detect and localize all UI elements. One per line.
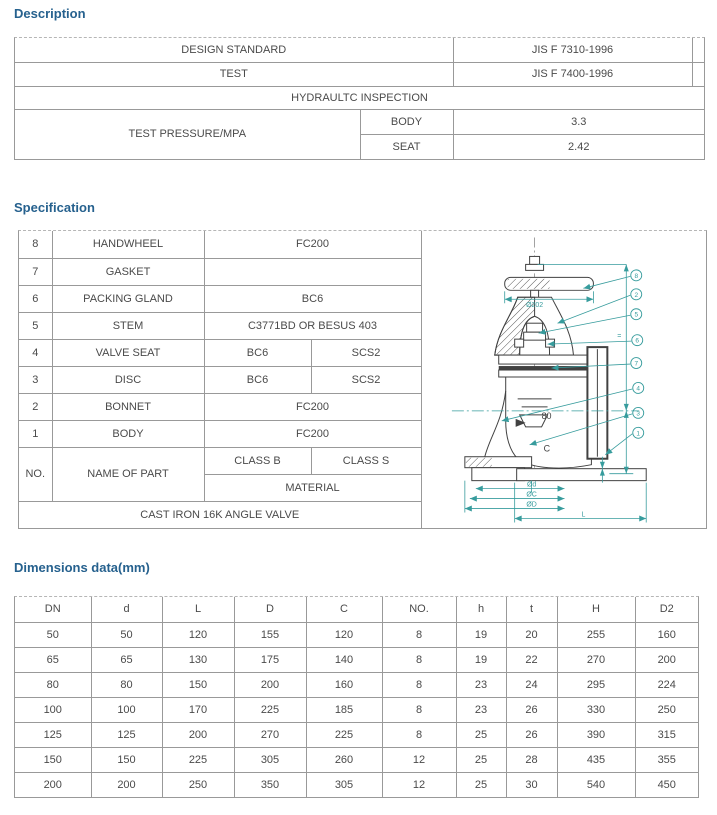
seat-label: SEAT [360, 134, 453, 159]
part-no: 3 [19, 366, 52, 393]
cell: 150 [15, 747, 91, 772]
part-name: PACKING GLAND [52, 285, 204, 312]
cell: 65 [91, 647, 162, 672]
material-label: MATERIAL [204, 474, 421, 501]
dimensions-body [15, 622, 698, 797]
cell: 8 [382, 647, 456, 672]
column-header: D [234, 597, 306, 622]
cell: 305 [306, 772, 382, 797]
cell: 225 [234, 697, 306, 722]
cell: 8 [382, 622, 456, 647]
table-row [15, 86, 704, 109]
table-row [15, 747, 698, 772]
cell: 250 [162, 772, 234, 797]
part-name: DISC [52, 366, 204, 393]
cell: 22 [506, 647, 557, 672]
cell: 25 [456, 722, 506, 747]
cell: 24 [506, 672, 557, 697]
cell: 26 [506, 722, 557, 747]
cell: 80 [15, 672, 91, 697]
cell: 50 [91, 622, 162, 647]
cell: 295 [557, 672, 635, 697]
callout-5: 5 [633, 311, 638, 319]
table-row [15, 697, 698, 722]
part-material: FC200 [204, 231, 421, 258]
part-no: 2 [19, 393, 52, 420]
table-row [15, 772, 698, 797]
column-header: L [162, 597, 234, 622]
cell: 330 [557, 697, 635, 722]
handwheel-dim-label: Ø202 [525, 302, 543, 310]
cell: 150 [162, 672, 234, 697]
table-row [19, 231, 706, 258]
cell: 19 [456, 622, 506, 647]
cell: 200 [15, 772, 91, 797]
part-material-class-s: SCS2 [311, 366, 421, 393]
cell: 155 [234, 622, 306, 647]
callout-6: 6 [634, 337, 639, 345]
table-row [15, 109, 704, 134]
specification-table [18, 230, 707, 529]
class-b-label: CLASS B [204, 447, 311, 474]
cell: 160 [635, 622, 698, 647]
product-title: CAST IRON 16K ANGLE VALVE [140, 508, 300, 521]
cell: 270 [557, 647, 635, 672]
seat-pressure-value: 2.42 [568, 140, 590, 153]
cell: 350 [234, 772, 306, 797]
cell: 185 [306, 697, 382, 722]
empty-cell [692, 38, 704, 62]
no-column-label: NO. [19, 447, 52, 501]
cell: 30 [506, 772, 557, 797]
packing-gland [526, 323, 542, 332]
callout-numbers [634, 273, 640, 437]
cell: 225 [306, 722, 382, 747]
cell: 260 [306, 747, 382, 772]
cell: 225 [162, 747, 234, 772]
cell: 25 [456, 747, 506, 772]
part-name: HANDWHEEL [52, 231, 204, 258]
part-name: BONNET [52, 393, 204, 420]
dimensions-table-grid [15, 597, 698, 797]
table-row [15, 38, 704, 62]
body-pressure-value: 3.3 [453, 109, 704, 134]
cell: 435 [557, 747, 635, 772]
equals-mark: = [616, 333, 621, 341]
column-header: NO. [382, 597, 456, 622]
cell: 12 [382, 772, 456, 797]
cell: 315 [635, 722, 698, 747]
cell: 100 [91, 697, 162, 722]
cell: 200 [635, 647, 698, 672]
part-material: FC200 [204, 393, 421, 420]
design-standard-label: DESIGN STANDARD [15, 38, 453, 62]
callout-3: 3 [635, 410, 640, 418]
cell: 8 [382, 697, 456, 722]
cell: 305 [234, 747, 306, 772]
description-table [14, 37, 705, 160]
column-header: C [306, 597, 382, 622]
dim-d-label: Ød [526, 481, 536, 489]
cell: 125 [15, 722, 91, 747]
callout-8: 8 [633, 272, 638, 280]
part-material: BC6 [204, 285, 421, 312]
test-value: JIS F 7400-1996 [453, 62, 692, 86]
dimensions-table [14, 596, 699, 798]
cell: 130 [162, 647, 234, 672]
cell: 160 [306, 672, 382, 697]
bore-label: 80 [541, 410, 552, 421]
cell: 125 [91, 722, 162, 747]
cell: 175 [234, 647, 306, 672]
cell: 8 [382, 722, 456, 747]
part-name: GASKET [52, 258, 204, 285]
specification-heading: Specification [14, 200, 95, 215]
table-row [15, 62, 704, 86]
table-row [15, 622, 698, 647]
specification-table-grid [19, 231, 706, 528]
cell: 200 [234, 672, 306, 697]
cell: 390 [557, 722, 635, 747]
name-of-part-label: NAME OF PART [52, 447, 204, 501]
callout-7: 7 [633, 360, 638, 368]
cell: 26 [506, 697, 557, 722]
table-row [15, 672, 698, 697]
column-header: d [91, 597, 162, 622]
cell: 100 [15, 697, 91, 722]
column-header: t [506, 597, 557, 622]
cell: 80 [91, 672, 162, 697]
cell: 25 [456, 772, 506, 797]
cell: 28 [506, 747, 557, 772]
cell: 120 [162, 622, 234, 647]
part-no: 8 [19, 231, 52, 258]
cell: 270 [234, 722, 306, 747]
valve-technical-drawing [421, 231, 706, 528]
valve-body-lines [464, 256, 645, 480]
test-pressure-label: TEST PRESSURE/MPA [15, 109, 360, 159]
callout-2: 2 [633, 291, 638, 299]
cell: 355 [635, 747, 698, 772]
cell: 540 [557, 772, 635, 797]
description-heading: Description [14, 6, 86, 21]
cell: 140 [306, 647, 382, 672]
cell: 19 [456, 647, 506, 672]
part-name: BODY [52, 420, 204, 447]
c-mark-label: C [543, 443, 550, 454]
dimensions-heading: Dimensions data(mm) [14, 560, 150, 575]
dim-L-label: L [580, 511, 585, 519]
part-no: 7 [19, 258, 52, 285]
test-label: TEST [15, 62, 453, 86]
column-header: H [557, 597, 635, 622]
empty-cell [692, 62, 704, 86]
description-table-grid [15, 38, 704, 159]
cell: 450 [657, 778, 676, 791]
column-header: D2 [635, 597, 698, 622]
cell: 65 [15, 647, 91, 672]
cell: 20 [506, 622, 557, 647]
part-name: VALVE SEAT [52, 339, 204, 366]
column-header: DN [15, 597, 91, 622]
design-standard-value: JIS F 7310-1996 [453, 38, 692, 62]
part-material [204, 258, 421, 285]
table-row [15, 722, 698, 747]
cell: 170 [162, 697, 234, 722]
part-no: 4 [19, 339, 52, 366]
body-label: BODY [360, 109, 453, 134]
dimensions-header-row [15, 597, 698, 622]
cell: 224 [635, 672, 698, 697]
table-row [15, 647, 698, 672]
part-material-class-s: SCS2 [311, 339, 421, 366]
part-no: 5 [19, 312, 52, 339]
cell: 23 [456, 697, 506, 722]
cell: 255 [557, 622, 635, 647]
cell: 120 [306, 622, 382, 647]
part-no: 6 [19, 285, 52, 312]
part-material-class-b: BC6 [204, 366, 311, 393]
dim-c-label: ØC [525, 491, 537, 499]
cell: 250 [635, 697, 698, 722]
cell: 12 [382, 747, 456, 772]
cell: 8 [382, 672, 456, 697]
cell: 200 [91, 772, 162, 797]
column-header: h [456, 597, 506, 622]
part-material: C3771BD OR BESUS 403 [204, 312, 421, 339]
cell: 23 [456, 672, 506, 697]
part-no: 1 [19, 420, 52, 447]
flange-joint [498, 355, 597, 364]
callout-1: 1 [635, 430, 640, 438]
cell: 150 [91, 747, 162, 772]
part-material-class-b: BC6 [204, 339, 311, 366]
cell: 200 [162, 722, 234, 747]
cell: 50 [15, 622, 91, 647]
part-name: STEM [52, 312, 204, 339]
class-s-label: CLASS S [311, 447, 421, 474]
part-material: FC200 [204, 420, 421, 447]
dim-D-label: ØD [525, 501, 537, 509]
callout-4: 4 [635, 385, 640, 393]
hydraulic-inspection-label: HYDRAULTC INSPECTION [15, 86, 704, 109]
angle-valve-drawing-svg [422, 231, 706, 527]
